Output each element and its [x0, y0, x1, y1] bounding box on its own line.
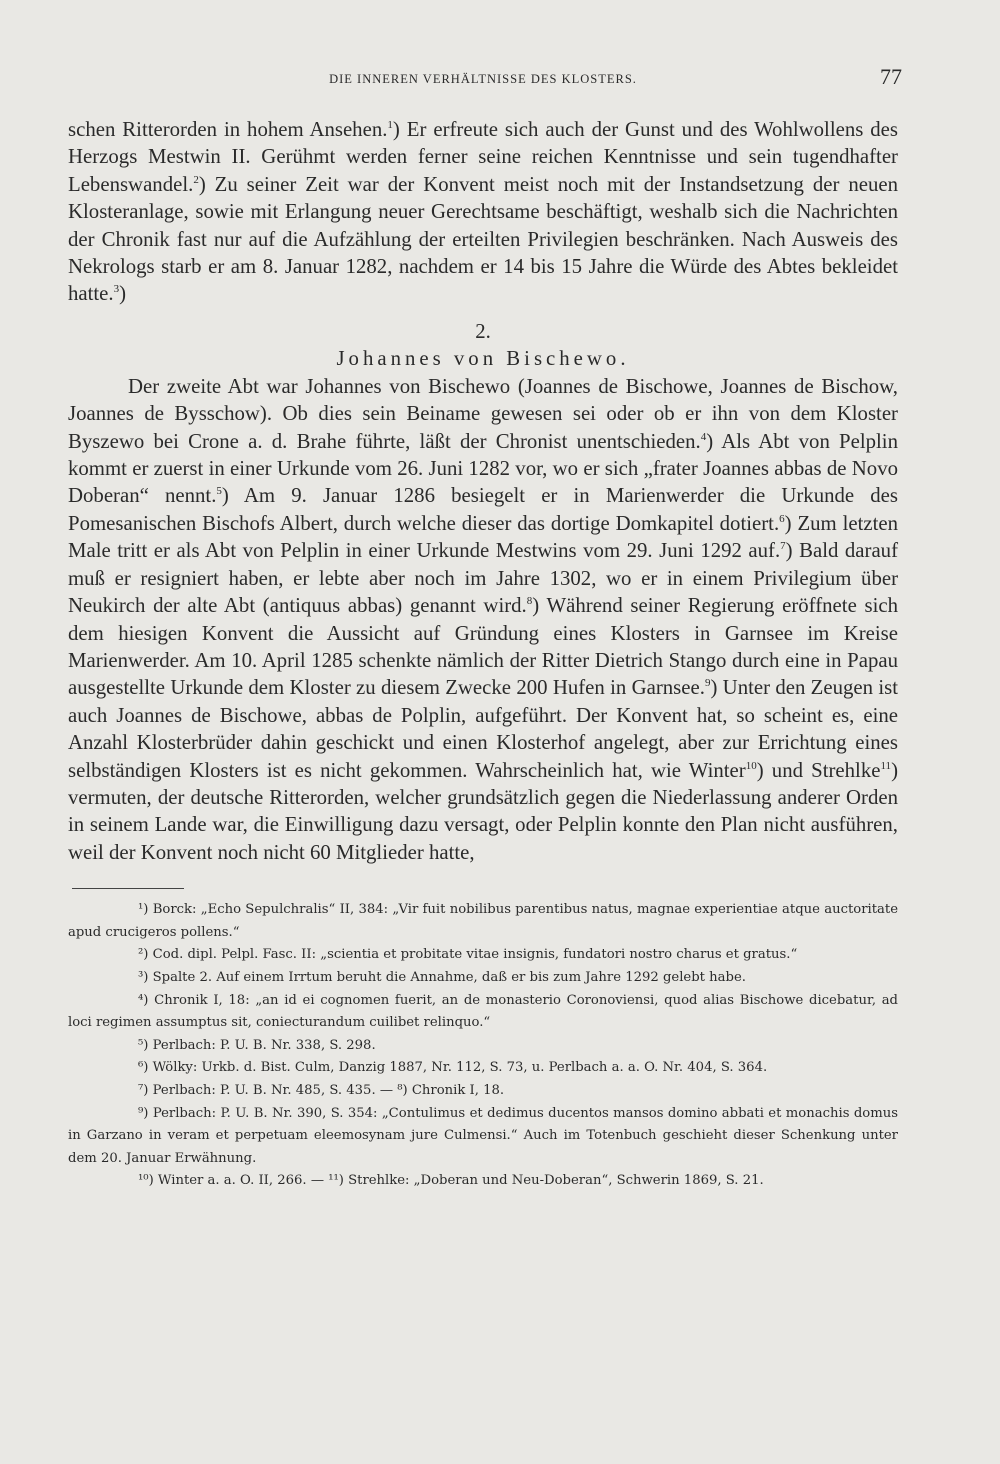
footnote-6: ⁶) Wölky: Urkb. d. Bist. Culm, Danzig 1887, Nr. 112, S. 73, u. Perlbach a. a. O. Nr. 404, S. 364.: [138, 1060, 768, 1076]
paragraph-1: [68, 116, 898, 308]
footnote-ref-7: 7: [780, 540, 786, 553]
footnote-ref-2: 2: [193, 173, 199, 186]
footnote-3: ³) Spalte 2. Auf einem Irrtum beruht die Annahme, daß er bis zum Jahre 1292 gelebt habe.: [138, 969, 746, 985]
footnote-ref-5: 5: [216, 485, 222, 498]
text-run: ) Während seiner Regierung eröffnete sich dem hiesigen Konvent die Aussicht auf Gründung eines Klosters in Garnsee im Kreise Marienwerder. Am 10. April 1285 schenkte nämlich der Ritter Dietrich Stango durch eine in Papau ausgestellte Urkunde dem Kloster zu diesem Zwecke 200 Hufen in Garnsee.: [68, 594, 898, 700]
text-run: ): [119, 282, 127, 306]
section-title: Johannes von Bischewo.: [336, 346, 630, 370]
footnote-ref-11: 11: [880, 759, 892, 772]
paragraph-2: [68, 373, 898, 866]
running-title: DIE INNEREN VERHÄLTNISSE DES KLOSTERS.: [329, 72, 637, 86]
text-run: Der zweite Abt war Johannes von Bischewo (Joannes de Bischowe, Joannes de Bischow, Joannes de Bysschow). Ob dies sein Beiname gewesen sei oder ob er ihn von dem Kloster Byszewo bei Crone a. d. Brahe führte, läßt der Chronist unentschieden.: [68, 374, 898, 453]
text-run: ) Am 9. Januar 1286 besiegelt er in Marienwerder die Urkunde des Pomesanischen Bischofs Albert, durch welche dieser das dortige Domkapitel dotiert.: [68, 484, 898, 535]
footnote-ref-10: 10: [745, 759, 757, 772]
main-text: [68, 116, 898, 866]
text-run: schen Ritterorden in hohem Ansehen.: [68, 118, 388, 141]
footnote-ref-9: 9: [704, 677, 711, 690]
footnote-ref-6: 6: [779, 512, 785, 525]
footnotes: [68, 899, 898, 1193]
text-run: ) vermuten, der deutsche Ritterorden, welcher grundsätzlich gegen die Niederlassung anderer Orden in seinem Lande war, die Einwilligung dazu versagt, oder Pelplin konnte den Plan nicht ausführen, weil der Konvent noch nicht 60 Mitglieder hatte,: [68, 758, 898, 864]
footnote-ref-3: 3: [113, 283, 120, 296]
footnote-1: ¹) Borck: „Echo Sepulchralis“ II, 384: „Vir fuit nobilibus parentibus natus, magnae experientiae atque auctoritate apud crucigeros pollens.“: [68, 902, 898, 940]
footnote-ref-8: 8: [526, 595, 533, 608]
text-run: ) Er erfreute sich auch der Gunst und des Wohlwollens des Herzogs Mestwin II. Gerühmt werden ferner seine reichen Kenntnisse und sein tugendhafter Lebenswandel.: [68, 118, 898, 196]
footnote-9: ⁹) Perlbach: P. U. B. Nr. 390, S. 354: „Contulimus et dedimus ducentos mansos domino abbati et monachis domus in Garzano in veram et perpetuam eleemosynam jure Culmensi.“ Auch im Totenbuch geschieht dieser Schenkung unter dem 20. Januar Erwähnung.: [68, 1105, 898, 1166]
text-run: ) und Strehlke: [756, 758, 881, 782]
section-number: 2.: [475, 319, 491, 343]
footnote-ref-4: 4: [700, 430, 707, 443]
text-run: ) Als Abt von Pelplin kommt er zuerst in einer Urkunde vom 26. Juni 1282 vor, wo er sich „frater Joannes abbas de Novo Doberan“ nennt.: [68, 429, 898, 508]
footnote-4: ⁴) Chronik I, 18: „an id ei cognomen fuerit, an de monasterio Coronoviensi, quod alias Bischowe dicebatur, ad loci regimen assumptus sit, coniecturandum cuilibet relinquo.“: [68, 992, 898, 1031]
text-run: ) Zum letzten Male tritt er als Abt von Pelplin in einer Urkunde Mestwins vom 29. Juni 1292 auf.: [68, 511, 899, 563]
footnote-5: ⁵) Perlbach: P. U. B. Nr. 338, S. 298.: [138, 1037, 376, 1053]
footnote-10-11: ¹⁰) Winter a. a. O. II, 266. — ¹¹) Strehlke: „Doberan und Neu-Doberan“, Schwerin 1869, S. 21.: [138, 1173, 764, 1189]
footnote-ref-1: 1: [387, 119, 393, 132]
footnote-2: ²) Cod. dipl. Pelpl. Fasc. II: „scientia et probitate vitae insignis, fundatori nostro charus et gratus.“: [138, 947, 798, 963]
text-run: ) Bald darauf muß er resigniert haben, er lebte aber noch im Jahre 1302, wo er in einem Privilegium über Neukirch der alte Abt (antiquus abbas) genannt wird.: [68, 539, 898, 618]
text-run: ) Unter den Zeugen ist auch Joannes de Bischowe, abbas de Polplin, aufgeführt. Der Konvent hat, so scheint es, eine Anzahl Klosterbrüder dahin geschickt und einen Klosterhof angelegt, aber zur Errichtung eines selbständigen Klosters ist es nicht gekommen. Wahrscheinlich hat, wie Winter: [68, 676, 898, 782]
footnote-7-8: ⁷) Perlbach: P. U. B. Nr. 485, S. 435. — ⁸) Chronik I, 18.: [138, 1082, 505, 1098]
running-head: [68, 62, 902, 102]
footnote-divider: [72, 888, 184, 889]
page-number: 77: [880, 64, 902, 89]
text-run: ) Zu seiner Zeit war der Konvent meist noch mit der Instandsetzung der neuen Klosteranlage, sowie mit Erlangung neuer Gerechtsame beschäftigt, weshalb sich die Nachrichten der Chronik fast nur auf die Aufzählung der erteilten Privilegien beschränken. Nach Ausweis des Nekrologs starb er am 8. Januar 1282, nachdem er 14 bis 15 Jahre die Würde des Abtes bekleidet hatte.: [68, 172, 898, 306]
